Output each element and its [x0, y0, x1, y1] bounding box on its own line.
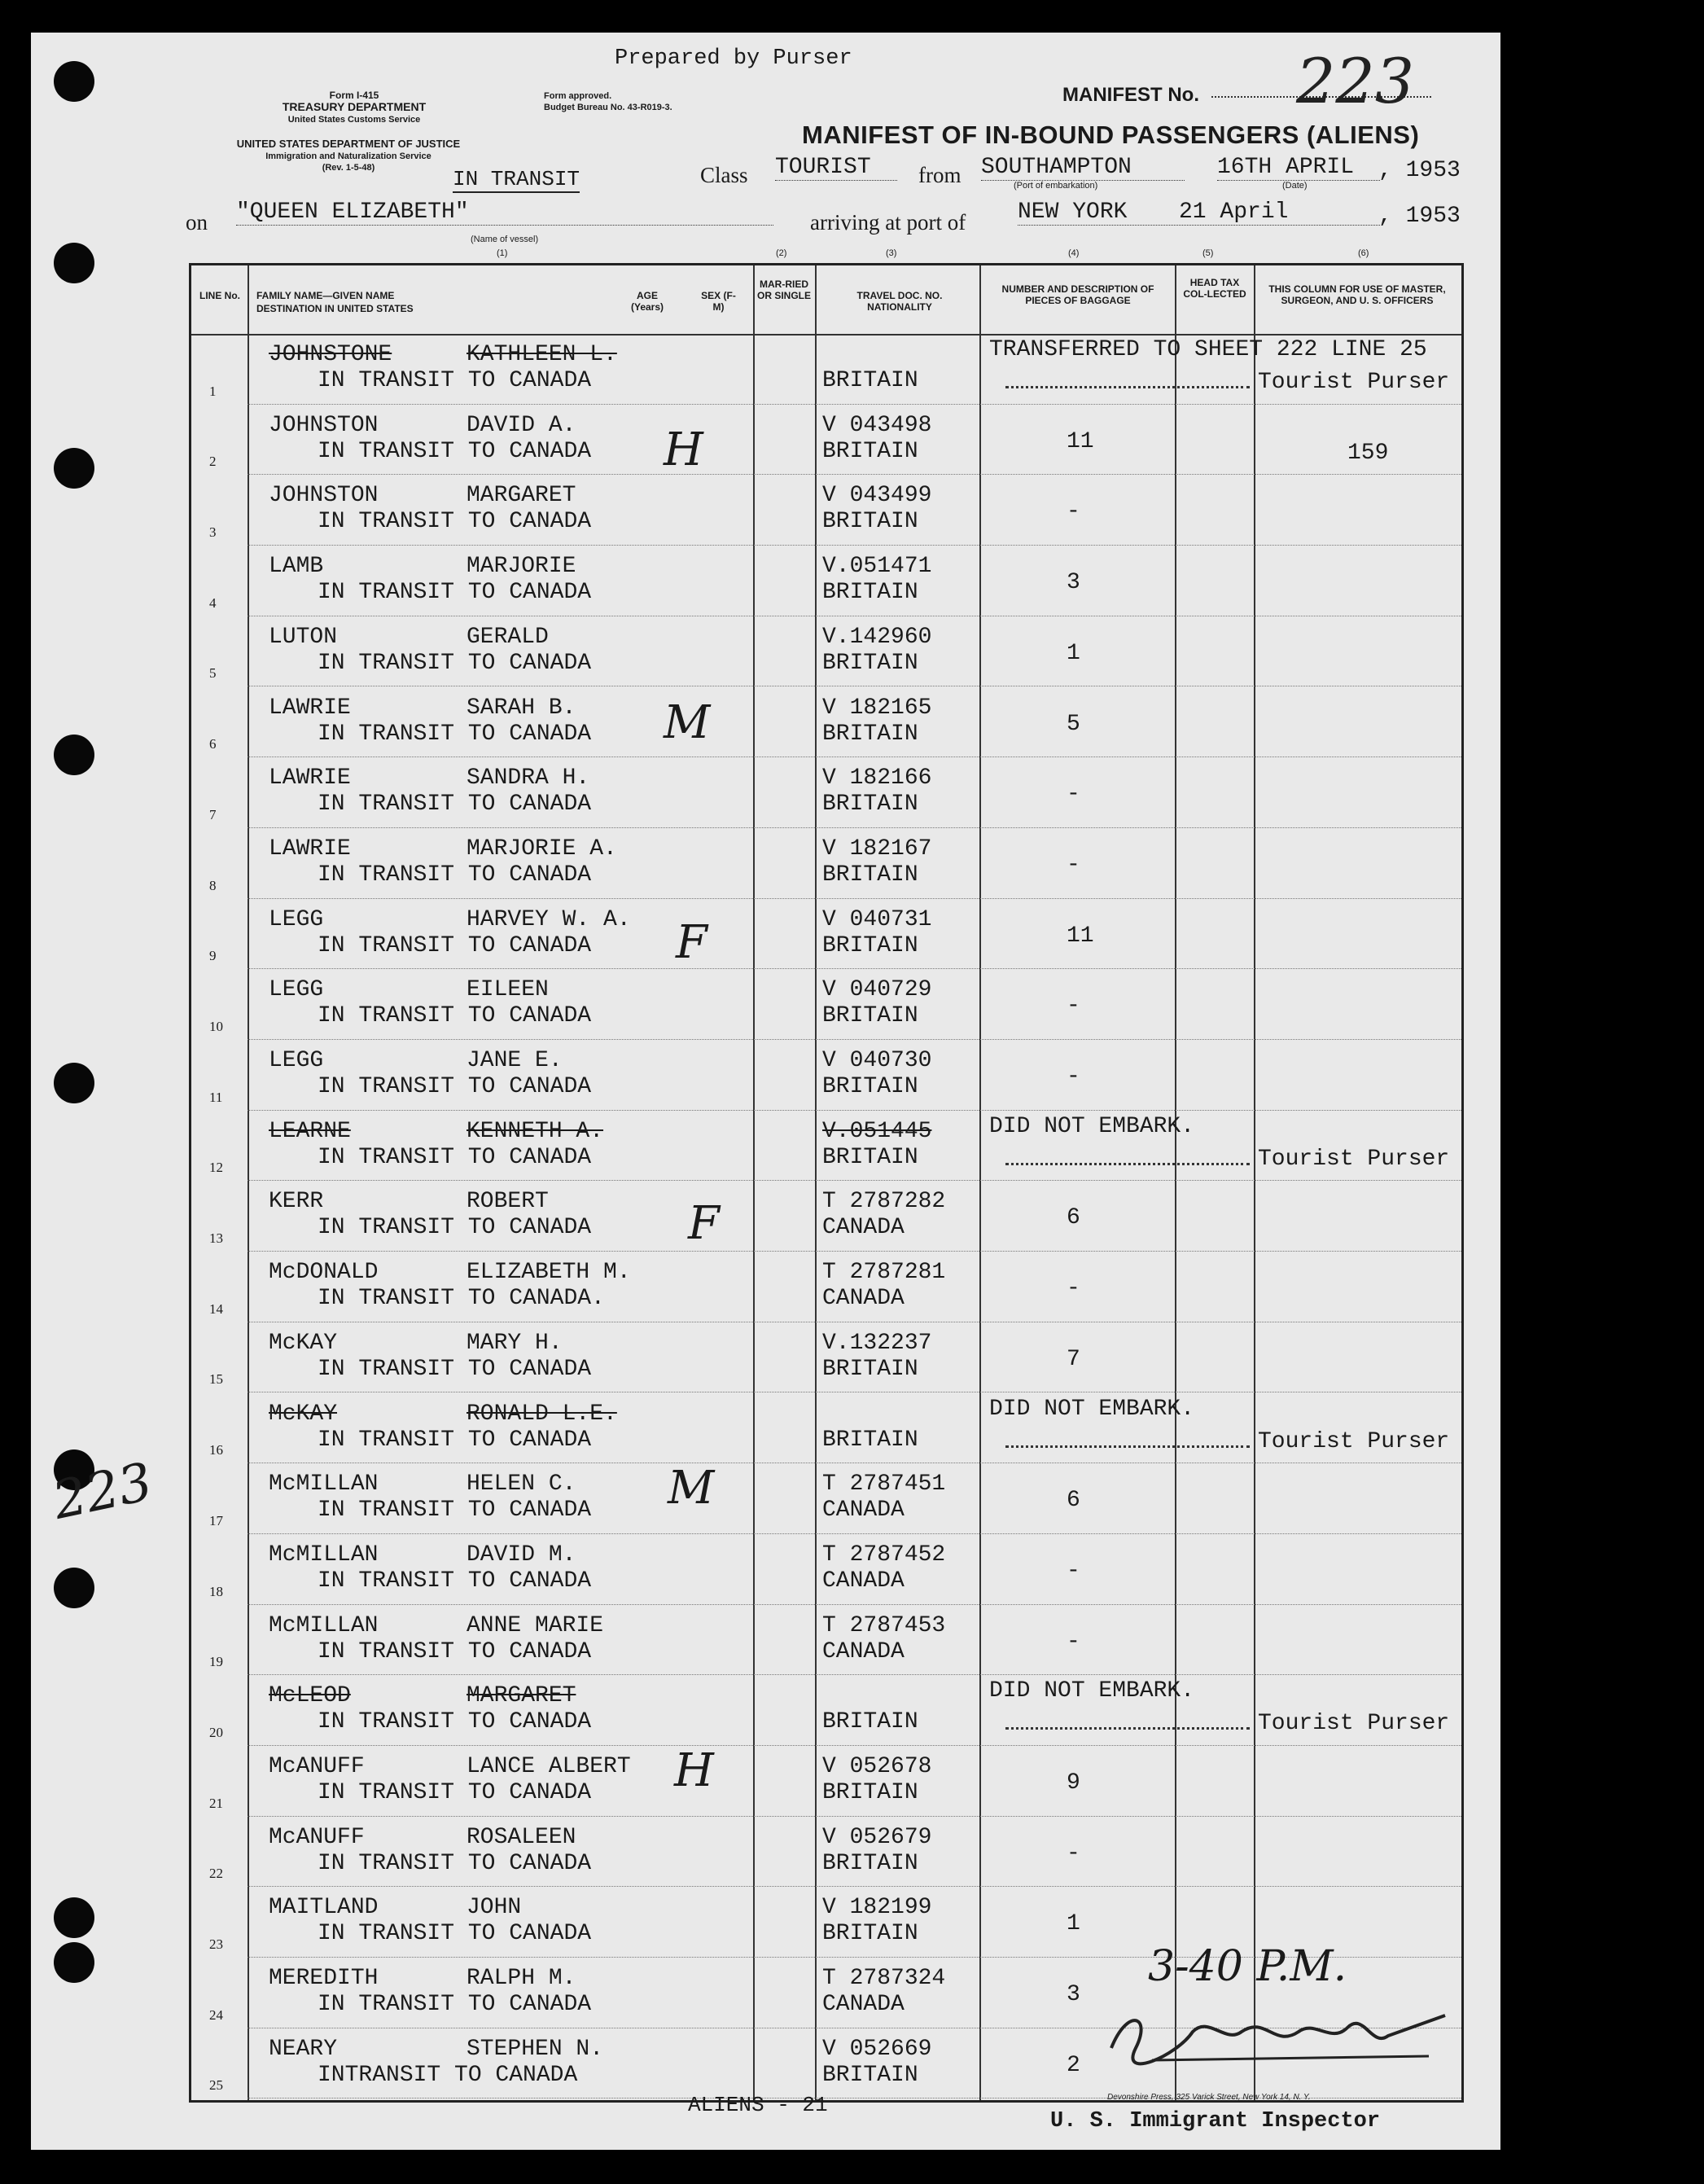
margin-number-handwritten: 223	[47, 1452, 158, 1532]
table-row	[191, 405, 1461, 476]
baggage-count: 3	[1067, 1982, 1080, 2008]
destination: IN TRANSIT TO CANADA	[318, 438, 592, 464]
col-header-married: MAR-RIED OR SINGLE	[757, 278, 812, 301]
nationality: BRITAIN	[822, 1709, 918, 1735]
manifest-no-handwritten: 223	[1296, 45, 1415, 117]
family-name: LEGG	[269, 1048, 324, 1073]
nationality: BRITAIN	[822, 862, 918, 888]
table-row	[191, 757, 1461, 828]
travel-doc: V 040730	[822, 1048, 932, 1073]
table-row	[191, 1322, 1461, 1393]
table-row	[191, 1463, 1461, 1534]
baggage-count: 6	[1067, 1488, 1080, 1514]
col-header-line: LINE No.	[199, 290, 240, 301]
col-header-head-tax: HEAD TAX COL-LECTED	[1183, 277, 1246, 300]
col-num-6: (6)	[1358, 248, 1369, 258]
given-name: DAVID A.	[467, 412, 576, 438]
family-name: MAITLAND	[269, 1895, 379, 1921]
baggage-count: 6	[1067, 1205, 1080, 1231]
family-name: McDONALD	[269, 1260, 379, 1286]
given-name: SANDRA H.	[467, 765, 590, 792]
destination: IN TRANSIT TO CANADA	[318, 1780, 592, 1805]
line-number: 10	[209, 1018, 223, 1034]
row-note: DID NOT EMBARK.	[989, 1678, 1195, 1704]
baggage-count: -	[1067, 782, 1080, 808]
destination: IN TRANSIT TO CANADA	[318, 1215, 592, 1241]
destination: IN TRANSIT TO CANADA	[318, 1003, 592, 1029]
baggage-count: -	[1067, 499, 1080, 525]
row-note-secondary: Tourist Purser	[1258, 1428, 1450, 1454]
given-name: RALPH M.	[467, 1966, 576, 1992]
nationality: BRITAIN	[822, 1427, 918, 1453]
nationality: BRITAIN	[822, 1144, 918, 1170]
table-row	[191, 546, 1461, 616]
nationality: BRITAIN	[822, 650, 918, 676]
port-embark-caption: (Port of embarkation)	[1014, 181, 1098, 191]
line-number: 16	[209, 1442, 223, 1458]
baggage-count: -	[1067, 1276, 1080, 1302]
printer-imprint: Devonshire Press, 325 Varick Street, New York 14, N. Y.	[1107, 2093, 1311, 2102]
col-num-2: (2)	[776, 248, 787, 258]
family-name: LEARNE	[269, 1118, 351, 1144]
baggage-count: 3	[1067, 570, 1080, 596]
destination: IN TRANSIT TO CANADA	[318, 1850, 592, 1876]
baggage-count: -	[1067, 852, 1080, 878]
given-name: EILEEN	[467, 977, 549, 1003]
given-name: RONALD L.E.	[467, 1401, 617, 1427]
form-approved: Form approved.	[544, 91, 612, 101]
destination: IN TRANSIT TO CANADA	[318, 1144, 592, 1170]
row-note: DID NOT EMBARK.	[989, 1396, 1195, 1422]
family-name: LAWRIE	[269, 835, 351, 862]
punch-hole	[54, 61, 94, 102]
destination: INTRANSIT TO CANADA	[318, 2062, 578, 2088]
row-note-secondary: Tourist Purser	[1258, 1711, 1450, 1737]
punch-hole	[54, 243, 94, 283]
baggage-count: 9	[1067, 1770, 1080, 1796]
given-name: ELIZABETH M.	[467, 1260, 631, 1286]
class-label: Class	[700, 163, 748, 187]
row-note-secondary: Tourist Purser	[1258, 370, 1450, 395]
row-note: TRANSFERRED TO SHEET 222 LINE 25	[989, 337, 1427, 362]
col-header-destination: DESTINATION IN UNITED STATES	[256, 303, 414, 314]
col-num-3: (3)	[886, 248, 897, 258]
nationality: BRITAIN	[822, 509, 918, 535]
table-row	[191, 687, 1461, 758]
destination: IN TRANSIT TO CANADA	[318, 509, 592, 535]
inspector-label: U. S. Immigrant Inspector	[1050, 2109, 1381, 2134]
line-number: 1	[209, 383, 217, 399]
travel-doc: T 2787451	[822, 1471, 946, 1498]
travel-doc: T 2787453	[822, 1612, 946, 1638]
baggage-count: 7	[1067, 1346, 1080, 1372]
family-name: LAWRIE	[269, 765, 351, 792]
date-value: 16TH APRIL	[1217, 155, 1380, 181]
travel-doc: V 182199	[822, 1895, 932, 1921]
table-row	[191, 828, 1461, 899]
table-row	[191, 1040, 1461, 1111]
nationality: BRITAIN	[822, 932, 918, 958]
nationality: BRITAIN	[822, 1780, 918, 1805]
travel-doc: T 2787282	[822, 1189, 946, 1215]
given-name: ROSALEEN	[467, 1824, 576, 1850]
given-name: KATHLEEN L.	[467, 342, 617, 367]
col-header-sex: SEX (F-M)	[701, 290, 736, 313]
nationality: BRITAIN	[822, 1074, 918, 1099]
nationality: BRITAIN	[822, 368, 918, 393]
family-name: LAWRIE	[269, 695, 351, 721]
arriving-label: arriving at port of	[810, 210, 966, 235]
given-name: STEPHEN N.	[467, 2036, 604, 2062]
line-number: 8	[209, 877, 217, 893]
line-number: 6	[209, 736, 217, 752]
signature-line	[1005, 1163, 1250, 1165]
destination: IN TRANSIT TO CANADA	[318, 650, 592, 676]
baggage-count: 11	[1067, 923, 1094, 949]
row-note: DID NOT EMBARK.	[989, 1113, 1195, 1139]
row-note-secondary: 159	[1347, 440, 1389, 466]
in-transit-header: IN TRANSIT	[453, 167, 580, 191]
destination: IN TRANSIT TO CANADA.	[318, 1286, 605, 1312]
sex-mark-handwritten: H	[664, 423, 703, 476]
punch-hole	[54, 1568, 94, 1608]
line-number: 21	[209, 1795, 223, 1811]
line-number: 12	[209, 1160, 223, 1176]
family-name: KERR	[269, 1189, 324, 1215]
baggage-count: -	[1067, 1064, 1080, 1090]
signature-line	[1005, 1727, 1250, 1730]
family-name: JOHNSTON	[269, 483, 379, 509]
travel-doc: V.051471	[822, 554, 932, 580]
sex-mark-handwritten: H	[674, 1744, 714, 1797]
line-number: 15	[209, 1371, 223, 1388]
nationality: BRITAIN	[822, 1003, 918, 1029]
destination: IN TRANSIT TO CANADA	[318, 1709, 592, 1735]
family-name: McMILLAN	[269, 1471, 379, 1498]
family-name: LEGG	[269, 977, 324, 1003]
line-number: 13	[209, 1230, 223, 1247]
nationality: CANADA	[822, 1215, 905, 1241]
row-note-secondary: Tourist Purser	[1258, 1146, 1450, 1172]
manifest-no-label: MANIFEST No.	[1062, 84, 1199, 106]
table-row	[191, 1817, 1461, 1888]
col-header-travel-doc: TRAVEL DOC. NO. NATIONALITY	[856, 290, 943, 313]
prepared-by: Prepared by Purser	[615, 46, 852, 71]
table-row	[191, 1675, 1461, 1746]
given-name: KENNETH A.	[467, 1118, 604, 1144]
family-name: McKAY	[269, 1401, 338, 1427]
destination: IN TRANSIT TO CANADA	[318, 1638, 592, 1664]
punch-hole	[54, 448, 94, 489]
from-value: SOUTHAMPTON	[981, 155, 1185, 181]
nationality: CANADA	[822, 1286, 905, 1312]
date-caption: (Date)	[1282, 181, 1308, 191]
year-2: , 1953	[1378, 204, 1461, 229]
given-name: JOHN	[467, 1895, 522, 1921]
family-name: McANUFF	[269, 1754, 365, 1779]
baggage-count: 5	[1067, 711, 1080, 737]
treasury-dept: TREASURY DEPARTMENT	[282, 100, 427, 113]
sex-mark-handwritten: M	[668, 1462, 715, 1515]
family-name: McANUFF	[269, 1824, 365, 1850]
given-name: ANNE MARIE	[467, 1612, 604, 1638]
family-name: JOHNSTONE	[269, 342, 392, 367]
family-name: JOHNSTON	[269, 412, 379, 438]
family-name: LEGG	[269, 906, 324, 932]
family-name: McMILLAN	[269, 1612, 379, 1638]
nationality: CANADA	[822, 1638, 905, 1664]
nationality: BRITAIN	[822, 438, 918, 464]
table-row	[191, 1111, 1461, 1182]
family-name: MEREDITH	[269, 1966, 379, 1992]
baggage-count: -	[1067, 1629, 1080, 1655]
line-number: 20	[209, 1724, 223, 1740]
line-number: 4	[209, 594, 217, 611]
destination: IN TRANSIT TO CANADA	[318, 1427, 592, 1453]
line-number: 18	[209, 1583, 223, 1599]
travel-doc: V 052678	[822, 1754, 932, 1779]
destination: IN TRANSIT TO CANADA	[318, 368, 592, 393]
destination: IN TRANSIT TO CANADA	[318, 1992, 592, 2018]
given-name: MARGARET	[467, 1683, 576, 1709]
destination: IN TRANSIT TO CANADA	[318, 792, 592, 818]
line-number: 19	[209, 1654, 223, 1670]
table-row	[191, 1534, 1461, 1605]
col-header-age: AGE (Years)	[630, 290, 664, 313]
travel-doc: V 043499	[822, 483, 932, 509]
destination: IN TRANSIT TO CANADA	[318, 1356, 592, 1382]
line-number: 25	[209, 2077, 223, 2094]
manifest-title: MANIFEST OF IN-BOUND PASSENGERS (ALIENS)	[802, 121, 1420, 149]
destination: IN TRANSIT TO CANADA	[318, 932, 592, 958]
nationality: BRITAIN	[822, 580, 918, 606]
line-number: 17	[209, 1512, 223, 1528]
destination: IN TRANSIT TO CANADA	[318, 1921, 592, 1947]
baggage-count: 2	[1067, 2052, 1080, 2078]
travel-doc: V.142960	[822, 624, 932, 650]
inspector-signature	[1103, 1999, 1453, 2072]
family-name: NEARY	[269, 2036, 338, 2062]
col-header-officers: THIS COLUMN FOR USE OF MASTER, SURGEON, AND U. S. OFFICERS	[1268, 283, 1446, 306]
travel-doc: V 052679	[822, 1824, 932, 1850]
nationality: BRITAIN	[822, 792, 918, 818]
punch-hole	[54, 1942, 94, 1983]
col-num-5: (5)	[1202, 248, 1214, 258]
given-name: JANE E.	[467, 1048, 563, 1073]
travel-doc: V 052669	[822, 2036, 932, 2062]
from-label: from	[918, 163, 962, 187]
given-name: ROBERT	[467, 1189, 549, 1215]
travel-doc: V 040729	[822, 977, 932, 1003]
sex-mark-handwritten: F	[676, 916, 707, 969]
table-row	[191, 334, 1461, 405]
col-header-name: FAMILY NAME—GIVEN NAME	[256, 290, 395, 301]
family-name: McKAY	[269, 1330, 338, 1356]
line-number: 7	[209, 806, 217, 822]
nationality: BRITAIN	[822, 2062, 918, 2088]
given-name: MARJORIE A.	[467, 835, 617, 862]
family-name: LAMB	[269, 554, 324, 580]
family-name: McLEOD	[269, 1683, 351, 1709]
baggage-count: -	[1067, 1558, 1080, 1584]
form-number: Form I-415	[329, 90, 379, 101]
given-name: MARGARET	[467, 483, 576, 509]
table-row	[191, 1181, 1461, 1252]
travel-doc: V.132237	[822, 1330, 932, 1356]
line-number: 24	[209, 2006, 223, 2023]
table-row	[191, 1393, 1461, 1464]
punch-hole	[54, 1063, 94, 1103]
table-row	[191, 1252, 1461, 1322]
baggage-count: -	[1067, 1840, 1080, 1866]
given-name: MARJORIE	[467, 554, 576, 580]
col-num-1: (1)	[497, 248, 508, 258]
travel-doc: V 043498	[822, 412, 932, 438]
arrival-port: NEW YORK	[1018, 200, 1380, 226]
given-name: HELEN C.	[467, 1471, 576, 1498]
nationality: BRITAIN	[822, 1921, 918, 1947]
family-name: LUTON	[269, 624, 338, 650]
nationality: BRITAIN	[822, 721, 918, 747]
nationality: BRITAIN	[822, 1356, 918, 1382]
travel-doc: T 2787324	[822, 1966, 946, 1992]
travel-doc: V 182167	[822, 835, 932, 862]
sex-mark-handwritten: M	[664, 696, 711, 749]
year-1: , 1953	[1378, 158, 1461, 183]
class-value: TOURIST	[775, 155, 897, 181]
line-number: 14	[209, 1300, 223, 1317]
table-row	[191, 969, 1461, 1040]
travel-doc: V 182166	[822, 765, 932, 792]
table-row	[191, 1605, 1461, 1676]
manifest-table	[189, 263, 1464, 2103]
family-name: McMILLAN	[269, 1542, 379, 1568]
travel-doc: V 040731	[822, 906, 932, 932]
arrival-time-handwritten: 3-40 P.M.	[1148, 1942, 1347, 1991]
travel-doc: T 2787452	[822, 1542, 946, 1568]
baggage-count: 1	[1067, 640, 1080, 666]
table-row	[191, 616, 1461, 687]
vessel-name: "QUEEN ELIZABETH"	[236, 200, 773, 226]
travel-doc: V 182165	[822, 695, 932, 721]
travel-doc: T 2787281	[822, 1260, 946, 1286]
signature-line	[1005, 1445, 1250, 1448]
destination: IN TRANSIT TO CANADA	[318, 1498, 592, 1524]
col-num-4: (4)	[1068, 248, 1080, 258]
travel-doc: V.051445	[822, 1118, 932, 1144]
baggage-count: 1	[1067, 1911, 1080, 1937]
destination: IN TRANSIT TO CANADA	[318, 862, 592, 888]
budget-bureau: Budget Bureau No. 43-R019-3.	[544, 103, 672, 112]
ins: Immigration and Naturalization Service	[265, 151, 431, 161]
arrival-date: 21 April	[1179, 200, 1289, 225]
nationality: CANADA	[822, 1992, 905, 2018]
table-row	[191, 475, 1461, 546]
customs-service: United States Customs Service	[287, 115, 421, 125]
line-number: 3	[209, 524, 217, 541]
revision: (Rev. 1-5-48)	[322, 163, 375, 173]
nationality: CANADA	[822, 1568, 905, 1594]
given-name: LANCE ALBERT	[467, 1754, 631, 1779]
aliens-count: ALIENS - 21	[688, 2093, 828, 2117]
given-name: MARY H.	[467, 1330, 563, 1356]
table-row	[191, 1746, 1461, 1817]
given-name: SARAH B.	[467, 695, 576, 721]
given-name: HARVEY W. A.	[467, 906, 631, 932]
col-header-baggage: NUMBER AND DESCRIPTION OF PIECES OF BAGGAGE	[1001, 283, 1154, 306]
line-number: 22	[209, 1866, 223, 1882]
baggage-count: -	[1067, 993, 1080, 1020]
destination: IN TRANSIT TO CANADA	[318, 721, 592, 747]
line-number: 2	[209, 454, 217, 470]
on-label: on	[186, 210, 208, 235]
nationality: CANADA	[822, 1498, 905, 1524]
line-number: 9	[209, 948, 217, 964]
vessel-caption: (Name of vessel)	[471, 235, 539, 244]
given-name: GERALD	[467, 624, 549, 650]
baggage-count: 11	[1067, 428, 1094, 454]
nationality: BRITAIN	[822, 1850, 918, 1876]
sex-mark-handwritten: F	[688, 1197, 720, 1250]
given-name: DAVID M.	[467, 1542, 576, 1568]
justice-dept: UNITED STATES DEPARTMENT OF JUSTICE	[236, 138, 461, 150]
destination: IN TRANSIT TO CANADA	[318, 580, 592, 606]
punch-hole	[54, 735, 94, 775]
punch-hole	[54, 1897, 94, 1938]
table-row	[191, 899, 1461, 970]
destination: IN TRANSIT TO CANADA	[318, 1074, 592, 1099]
line-number: 5	[209, 665, 217, 682]
line-number: 11	[209, 1089, 223, 1105]
destination: IN TRANSIT TO CANADA	[318, 1568, 592, 1594]
signature-line	[1005, 386, 1250, 388]
line-number: 23	[209, 1936, 223, 1953]
